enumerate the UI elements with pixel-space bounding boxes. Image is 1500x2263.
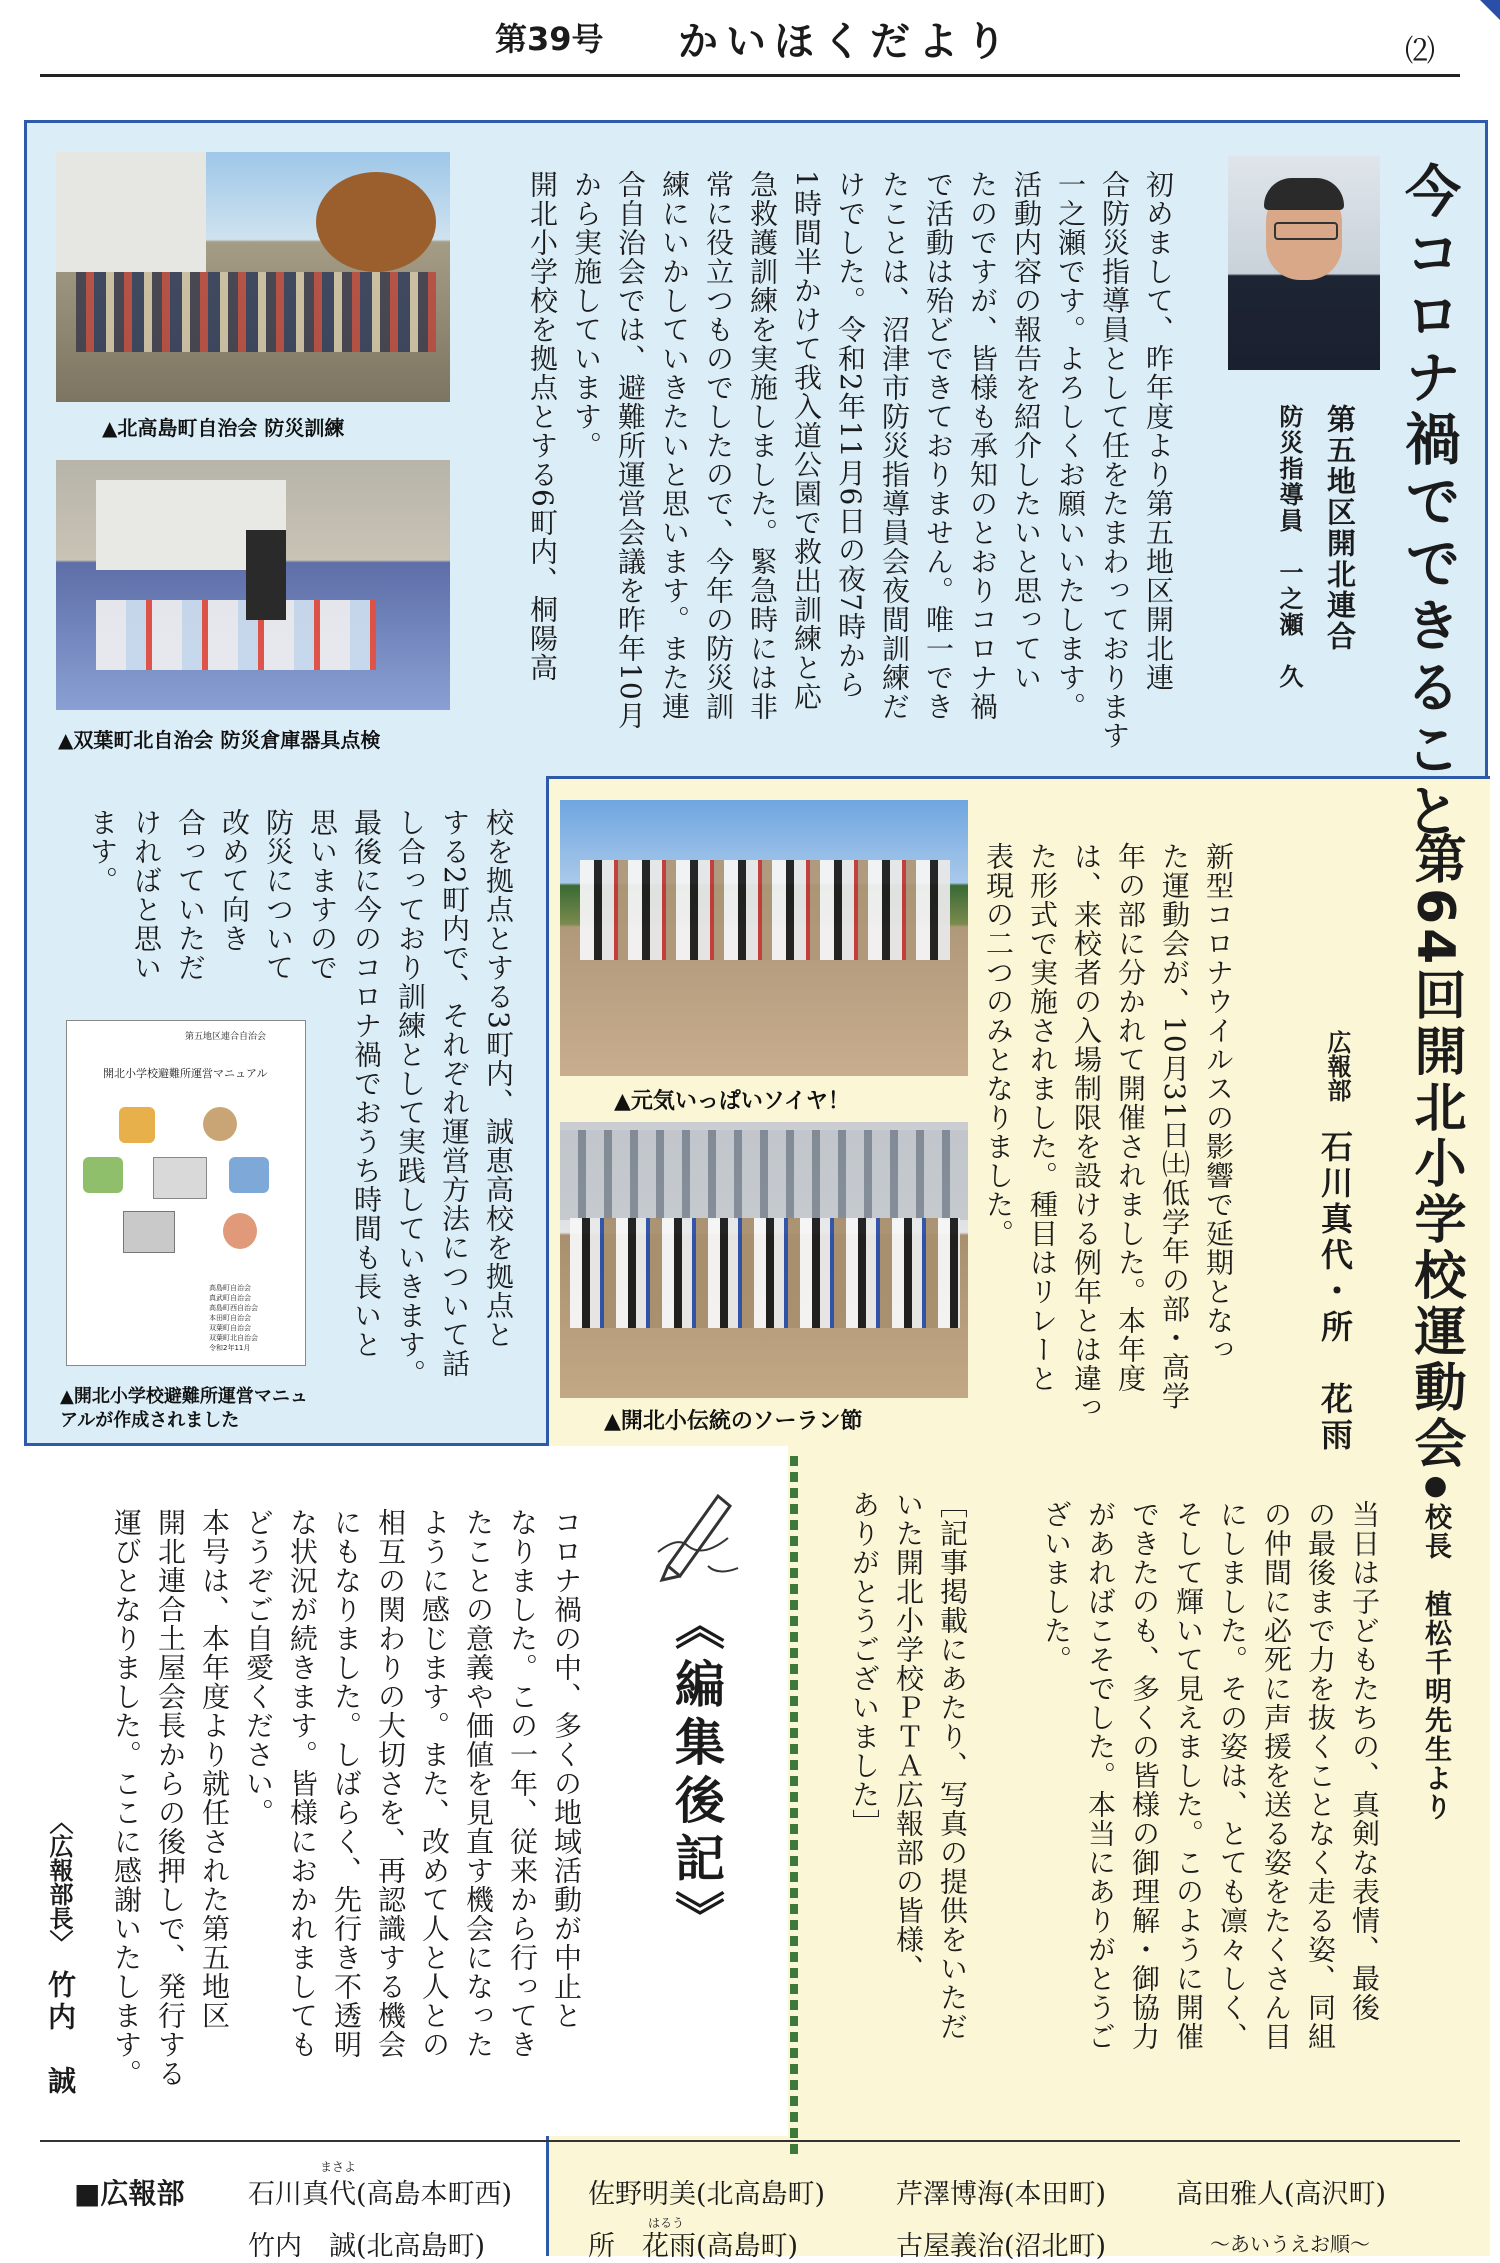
pen-icon [648, 1476, 748, 1586]
corner-stripe-top-right [1440, 0, 1500, 60]
evacuation-manual-image [66, 1020, 306, 1366]
article2-dept: 広報部 [1323, 1030, 1351, 1102]
principal-heading: ●校長 植松千明先生より [1420, 1470, 1451, 1822]
editorial-title: 《編集後記》 [667, 1600, 725, 1948]
footer-rule [40, 2140, 1460, 2142]
article2-authors: 石川真代・所 花雨 [1316, 1130, 1354, 1454]
footer-member: 竹内 誠(北高島町) [248, 2231, 486, 2262]
photo-kitatakashima-drill [56, 152, 450, 402]
article1-affiliation: 第五地区開北連合 [1323, 404, 1357, 652]
footer-member: 石川真代(高島本町西) [248, 2179, 513, 2210]
editorial-signature-role: 〈広報部長〉 [45, 1810, 73, 1954]
newsletter-title: かいほくだより [678, 19, 1014, 65]
footer-member: 芹澤博海(本田町) [896, 2179, 1107, 2210]
principal-message: 当日は子どもたちの、真剣な表情、最後 の最後まで力を抜くことなく走る姿、同組 の仲間に必死に声援を送る姿をたくさん目 にしました。その姿は、とても凛々しく、 そして輝いて見えました。このように開催 できたのも、多くの皆様の御理解・御協力 があればこそでした。本当にありがとうご ざいました。 [1040, 1500, 1381, 2051]
article1-body: 初めまして、昨年度より第五地区開北連 合防災指導員として任をたまわっております 一之瀬です。よろしくお願いいたします。 活動内容の報告を紹介したいと思ってい たのですが、皆様も承知のとおりコロナ禍 で活動は殆どできておりません。唯一でき たことは、沼津市防災指導員会夜間訓練だ けでした。令和2年11月6日の夜7時から 1時間半かけて我入道公園で救出訓練と応 急救護訓練を実施しました。緊急時には非 常に役立つものでしたので、今年の防災訓 練にいかしていきたいと思います。また連 合自治会では、避難所運営会議を昨年10月 から実施しています。 開北小学校を拠点とする6町内、桐陽高 [526, 170, 1175, 750]
caption-kitatakashima-drill: ▲北高島町自治会 防災訓練 [102, 416, 345, 440]
issue-number: 第39号 [495, 20, 604, 58]
article1-title: 今コロナ禍でできること [1396, 162, 1461, 844]
manual-header: 第五地区連合自治会 [185, 1032, 267, 1042]
column-divider [790, 1456, 798, 2156]
caption-futaba-storage-check: ▲双葉町北自治会 防災倉庫器具点検 [58, 728, 381, 752]
photo-soran-bushi [560, 1122, 968, 1398]
caption-manual-line2: アルが作成されました [60, 1410, 240, 1431]
photo-futaba-storage-check [56, 460, 450, 710]
footer-member: 高田雅人(高沢町) [1176, 2179, 1387, 2210]
page-number: ⑵ [1405, 34, 1435, 69]
manual-illustrations [83, 1101, 283, 1271]
footer-member: 佐野明美(北高島町) [588, 2179, 826, 2210]
portrait-photo [1228, 156, 1380, 370]
footer-member: 所 花雨(高島町) [588, 2231, 799, 2262]
ruby-masayo: まさよ [320, 2160, 357, 2174]
editorial-body: コロナ禍の中、多くの地域活動が中止と なりました。この一年、従来から行ってき たことの意義や価値を見直す機会になった ように感じます。また、改めて人と人との 相互の関わりの大切さを、再認識する機会 にもなりました。しばらく、先行き不透明 な状況が続きます。皆様におかれましても どうぞご自愛ください。 本号は、本年度より就任された第五地区 開北連合土屋会長からの後押しで、発行する 運びとなりました。ここに感謝いたします。 [110, 1508, 583, 2088]
footer-member: 古屋義治(沼北町) [896, 2231, 1107, 2262]
photo-thanks-note: ［記事掲載にあたり、写真の提供をいただ いた開北小学校ＰＴＡ広報部の皆様、 ありがとうございました］ [848, 1490, 969, 2041]
article2-body: 新型コロナウイルスの影響で延期となっ た運動会が、10月31日㈯低学年の部・高学 年の部に分かれて開催されました。本年度 は、来校者の入場制限を設ける例年とは違っ た形式で実施されました。種目はリレーと 表現の二つのみとなりました。 [982, 842, 1235, 1422]
footer-label: ■広報部 [74, 2177, 185, 2210]
article1-body-continued: 校を拠点とする3町内、誠恵高校を拠点と する2町内で、それぞれ運営方法について話 し合っており訓練として実践していきます。 最後に今のコロナ禍でおうち時間も長いと 思いますので 防災について 改めて向き 合っていただ ければと思い ます。 [86, 808, 515, 1388]
header-rule [40, 74, 1460, 77]
caption-soiya-dance: ▲元気いっぱいソイヤ！ [614, 1089, 850, 1114]
caption-manual-line1: ▲開北小学校避難所運営マニュ [60, 1386, 308, 1407]
footer-order-note: ～あいうえお順～ [1210, 2232, 1370, 2256]
ruby-haru: はるう [648, 2216, 685, 2230]
article1-author: 防災指導員 一之瀬 久 [1275, 404, 1303, 690]
manual-town-list: 高島町自治会 真武町自治会 高島町西自治会 本田町自治会 双葉町自治会 双葉町北自治会 令和2年11月 [209, 1284, 258, 1352]
editorial-signature-name: 竹内 誠 [44, 1970, 77, 2098]
article2-title: 第64回開北小学校運動会 [1405, 832, 1465, 1473]
caption-soran-bushi: ▲開北小伝統のソーラン節 [604, 1409, 863, 1434]
manual-title: 開北小学校避難所運営マニュアル [103, 1067, 268, 1080]
photo-soiya-dance [560, 800, 968, 1076]
